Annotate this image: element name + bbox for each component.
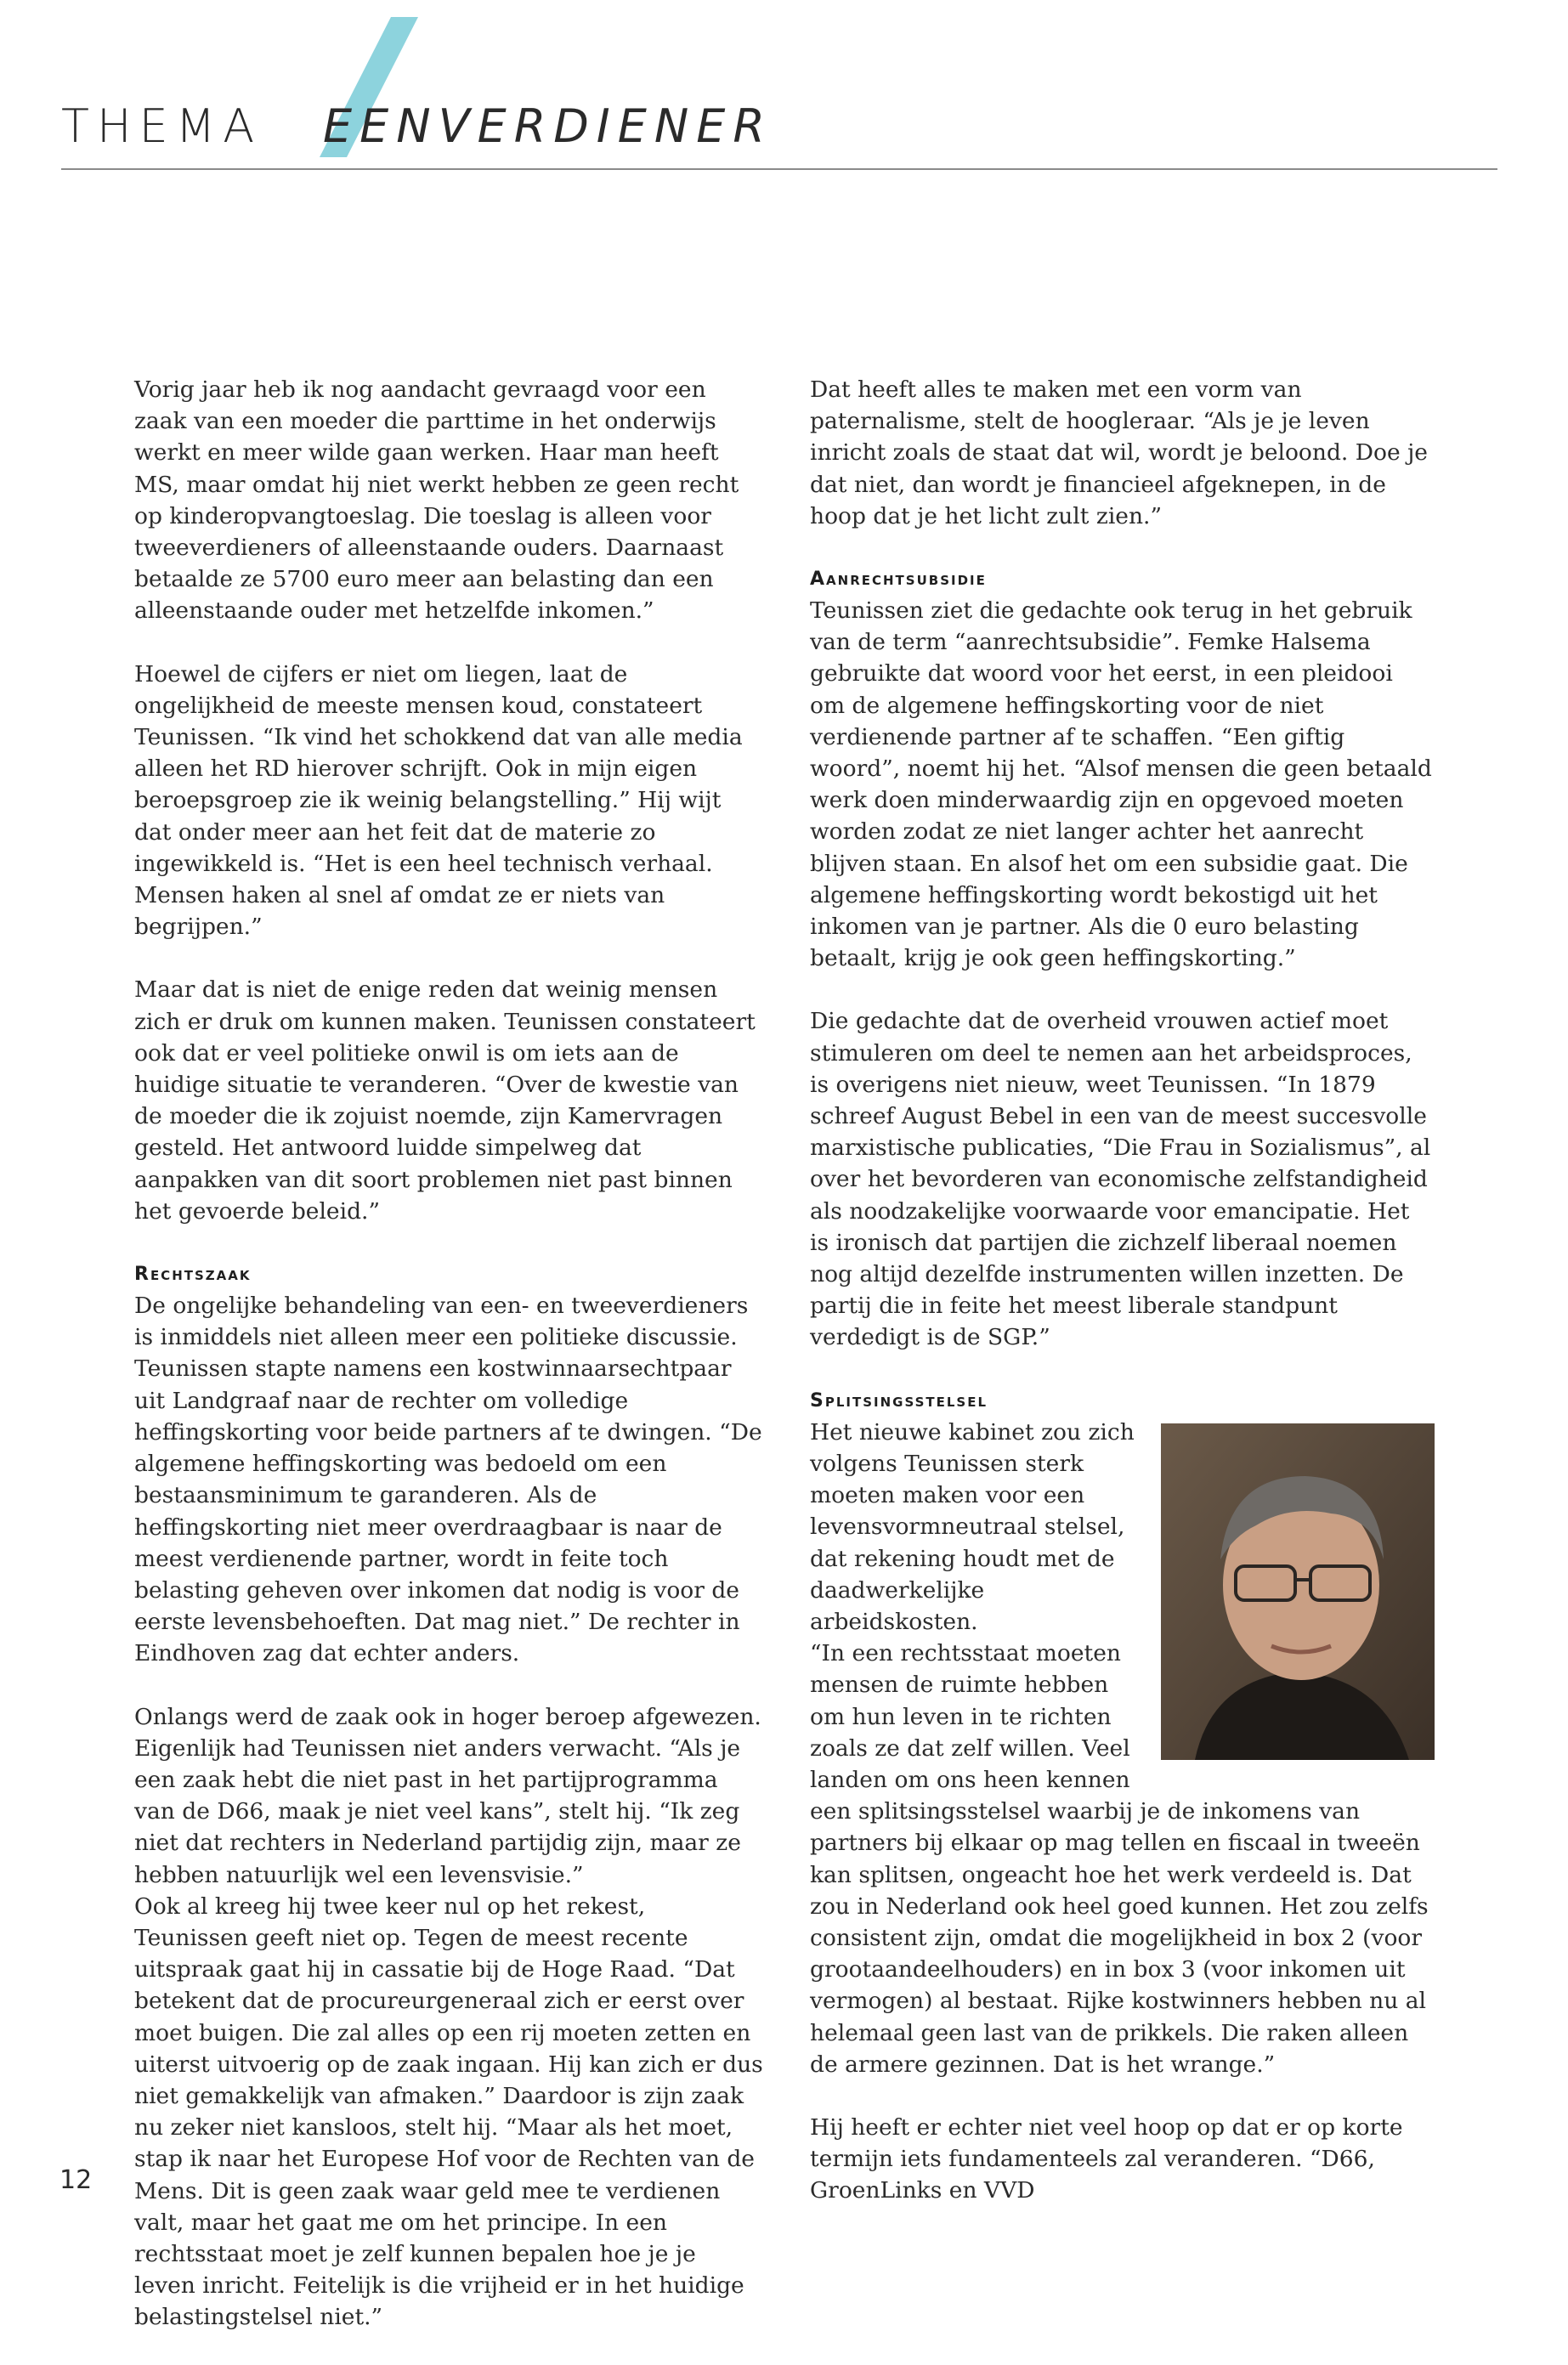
article-column-left bbox=[134, 374, 763, 2365]
paragraph: Teunissen ziet die gedachte ook terug in het gebruik van de term “aanrechtsubsidie”. Femke Halsema gebruikte dat woord voor het eerst, in een pleidooi om de algemene heffingskorting voor de niet verdienende partner af te schaffen. “Een giftig woord”, noemt hij het. “Alsof mensen die geen betaald werk doen minderwaardig zijn en opgevoed moeten worden zodat ze niet langer achter het aanrecht blijven staan. En alsof het om een subsidie gaat. Die algemene heffingskorting wordt bekostigd uit het inkomen van je partner. Als die 0 euro belasting betaalt, krijg je ook geen heffingskorting.” bbox=[810, 597, 1432, 972]
article-column-right bbox=[810, 374, 1435, 2238]
paragraph: Ook al kreeg hij twee keer nul op het rekest, Teunissen geeft niet op. Tegen de meest recente uitspraak gaat hij in cassatie bij de Hoge Raad. “Dat betekent dat de procureurgeneraal zich er eerst over moet buigen. Die zal alles op een rij moeten zetten en uiterst uitvoerig op de zaak ingaan. Hij kan zich er dus niet gemakkelijk van afmaken.” Daardoor is zijn zaak nu zeker niet kansloos, stelt hij. “Maar als het moet, stap ik naar het Europese Hof voor de Rechten van de Mens. Dit is geen zaak waar geld mee te verdienen valt, maar het gaat me om het principe. In een rechtsstaat moet je zelf kunnen bepalen hoe je je leven inricht. Feitelijk is die vrijheid er in het huidige belastingstelsel niet.” bbox=[134, 1893, 763, 2331]
subheading-aanrechtsubsidie: Aanrechtsubsidie bbox=[810, 569, 987, 591]
subheading-splitsingsstelsel: Splitsingsstelsel bbox=[810, 1389, 988, 1412]
paragraph: “In een rechtsstaat moeten mensen de ruimte hebben om hun leven in te richten zoals ze dat zelf willen. Veel landen om ons heen kennen een splitsingsstelsel waarbij je de inkomens van partners bij elkaar op mag tellen en fiscaal in tweeën kan splitsen, ongeacht hoe het werk verdeeld is. Dat zou in Nederland ook heel goed kunnen. Het zou zelfs consistent zijn, omdat die mogelijkheid in box 2 (voor grootaandeelhouders) en in box 3 (voor inkomen uit vermogen) al bestaat. Rijke kostwinners hebben nu al helemaal geen last van de prikkels. Die raken alleen de armere gezinnen. Dat is het wrange.” bbox=[810, 1640, 1429, 2078]
paragraph: Hij heeft er echter niet veel hoop op dat er op korte termijn iets fundamenteels zal veranderen. “D66, GroenLinks en VVD bbox=[810, 2113, 1403, 2204]
paragraph: Hoewel de cijfers er niet om liegen, laat de ongelijkheid de meeste mensen koud, constateert Teunissen. “Ik vind het schokkend dat van alle media alleen het RD hierover schrijft. Ook in mijn eigen beroepsgroep zie ik weinig belangstelling.” Hij wijt dat onder meer aan het feit dat de materie zo ingewikkeld is. “Het is een heel technisch verhaal. Mensen haken al snel af omdat ze er niets van begrijpen.” bbox=[134, 660, 743, 941]
paragraph: De ongelijke behandeling van een- en tweeverdieners is inmiddels niet alleen meer een politieke discussie. Teunissen stapte namens een kostwinnaarsechtpaar uit Landgraaf naar de rechter om volledige heffingskorting voor beide partners af te dwingen. “De algemene heffingskorting was bedoeld om een bestaansminimum te garanderen. Als de heffingskorting niet meer overdraagbaar is naar de meest verdienende partner, wordt in feite toch belasting geheven over inkomen dat nodig is voor de eerste levensbehoeften. Dat mag niet.” De rechter in Eindhoven zag dat echter anders. bbox=[134, 1293, 762, 1667]
paragraph: Dat heeft alles te maken met een vorm van paternalisme, stelt de hoogleraar. “Als je je leven inricht zoals de staat dat wil, wordt je beloond. Doe je dat niet, dan wordt je financieel afgeknepen, in de hoop dat je het licht zult zien.” bbox=[810, 376, 1428, 529]
portrait-image-icon bbox=[1161, 1423, 1435, 1760]
paragraph: Maar dat is niet de enige reden dat weinig mensen zich er druk om kunnen maken. Teunissen constateert ook dat er veel politieke onwil is om iets aan de huidige situatie te veranderen. “Over de kwestie van de moeder die ik zojuist noemde, zijn Kamervragen gesteld. Het antwoord luidde simpelweg dat aanpakken van dit soort problemen niet past binnen het gevoerde beleid.” bbox=[134, 976, 756, 1225]
paragraph: Vorig jaar heb ik nog aandacht gevraagd voor een zaak van een moeder die parttime in het onderwijs werkt en meer wilde gaan werken. Haar man heeft MS, maar omdat hij niet werkt hebben ze geen recht op kinderopvangtoeslag. Die toeslag is alleen voor tweeverdieners of alleenstaande ouders. Daarnaast betaalde ze 5700 euro meer aan belasting dan een alleenstaande ouder met hetzelfde inkomen.” bbox=[134, 376, 739, 625]
paragraph: Het nieuwe kabinet zou zich volgens Teunissen sterk moeten maken voor een levensvormneutraal stelsel, dat rekening houdt met de daadwerkelijke arbeidskosten. bbox=[810, 1418, 1135, 1635]
header-divider bbox=[61, 168, 1497, 170]
subheading-rechtszaak: Rechtszaak bbox=[134, 1264, 252, 1286]
page-header bbox=[61, 17, 1497, 178]
section-label-eenverdiener: EENVERDIENER bbox=[323, 99, 773, 153]
page-number: 12 bbox=[59, 2165, 93, 2195]
paragraph: Die gedachte dat de overheid vrouwen actief moet stimuleren om deel te nemen aan het arbeidsproces, is overigens niet nieuw, weet Teunissen. “In 1879 schreef August Bebel in een van de meest succesvolle marxistische publicaties, “Die Frau in Sozialismus”, al over het bevorderen van economische zelfstandigheid als noodzakelijke voorwaarde voor emancipatie. Het is ironisch dat partijen die zichzelf liberaal noemen nog altijd dezelfde instrumenten willen inzetten. De partij die in feite het meest liberale standpunt verdedigt is de SGP.” bbox=[810, 1008, 1431, 1351]
portrait-photo bbox=[1161, 1423, 1435, 1760]
paragraph: Onlangs werd de zaak ook in hoger beroep afgewezen. Eigenlijk had Teunissen niet anders verwacht. “Als je een zaak hebt die niet past in het partijprogramma van de D66, maak je niet veel kans”, stelt hij. “Ik zeg niet dat rechters in Nederland partijdig zijn, maar ze hebben natuurlijk wel een levensvisie.” bbox=[134, 1703, 761, 1888]
section-label-thema: THEMA bbox=[61, 99, 263, 153]
